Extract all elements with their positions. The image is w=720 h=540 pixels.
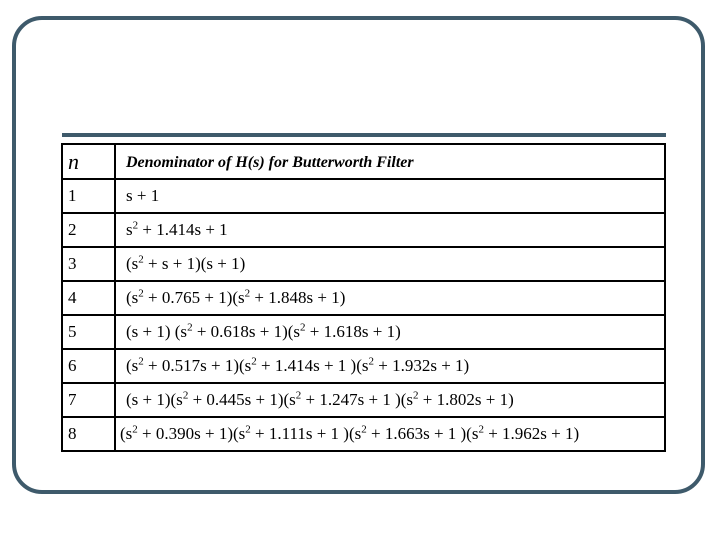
table-row — [62, 349, 665, 383]
table-row — [62, 179, 665, 213]
polynomial-cell: $(s^2 + s + 1)(s + 1)$ — [115, 247, 665, 281]
polynomial-cell: $(s^2 + 0.390s + 1)(s^2 + 1.111s + 1$ )($s^2 + 1.663s + 1$ )$(s^2 + 1.962s + 1)$ — [115, 417, 665, 451]
header-denominator: Denominator of H(s) for Butterworth Filter — [115, 144, 665, 179]
table-row — [62, 383, 665, 417]
polynomial-cell: $(s^2 + 0.517s + 1)(s^2 + 1.414s + 1$ )$(s^2 + 1.932s + 1)$ — [115, 349, 665, 383]
table-row — [62, 315, 665, 349]
order-cell: 3 — [62, 247, 115, 281]
order-cell: 6 — [62, 349, 115, 383]
table-row — [62, 213, 665, 247]
title-divider — [62, 133, 666, 137]
polynomial-cell: (s + 1) $(s^2 + 0.618s + 1)(s^2 + 1.618s + 1)$ — [115, 315, 665, 349]
polynomial-cell: s + 1 — [115, 179, 665, 213]
butterworth-table — [61, 143, 666, 452]
order-cell: 1 — [62, 179, 115, 213]
polynomial-cell: $(s^2 + 0.765 + 1)(s^2 + 1.848s + 1)$ — [115, 281, 665, 315]
header-n: n — [62, 144, 115, 179]
order-cell: 2 — [62, 213, 115, 247]
polynomial-cell: $s^2 + 1.414s + 1$ — [115, 213, 665, 247]
table-row — [62, 247, 665, 281]
order-cell: 5 — [62, 315, 115, 349]
table-row — [62, 281, 665, 315]
order-cell: 8 — [62, 417, 115, 451]
polynomial-cell: $(s + 1)(s^2 + 0.445s + 1)(s^2 + 1.247s + 1$ )$(s^2 + 1.802s + 1)$ — [115, 383, 665, 417]
order-cell: 4 — [62, 281, 115, 315]
table-header-row — [62, 144, 665, 179]
table-row — [62, 417, 665, 451]
order-cell: 7 — [62, 383, 115, 417]
